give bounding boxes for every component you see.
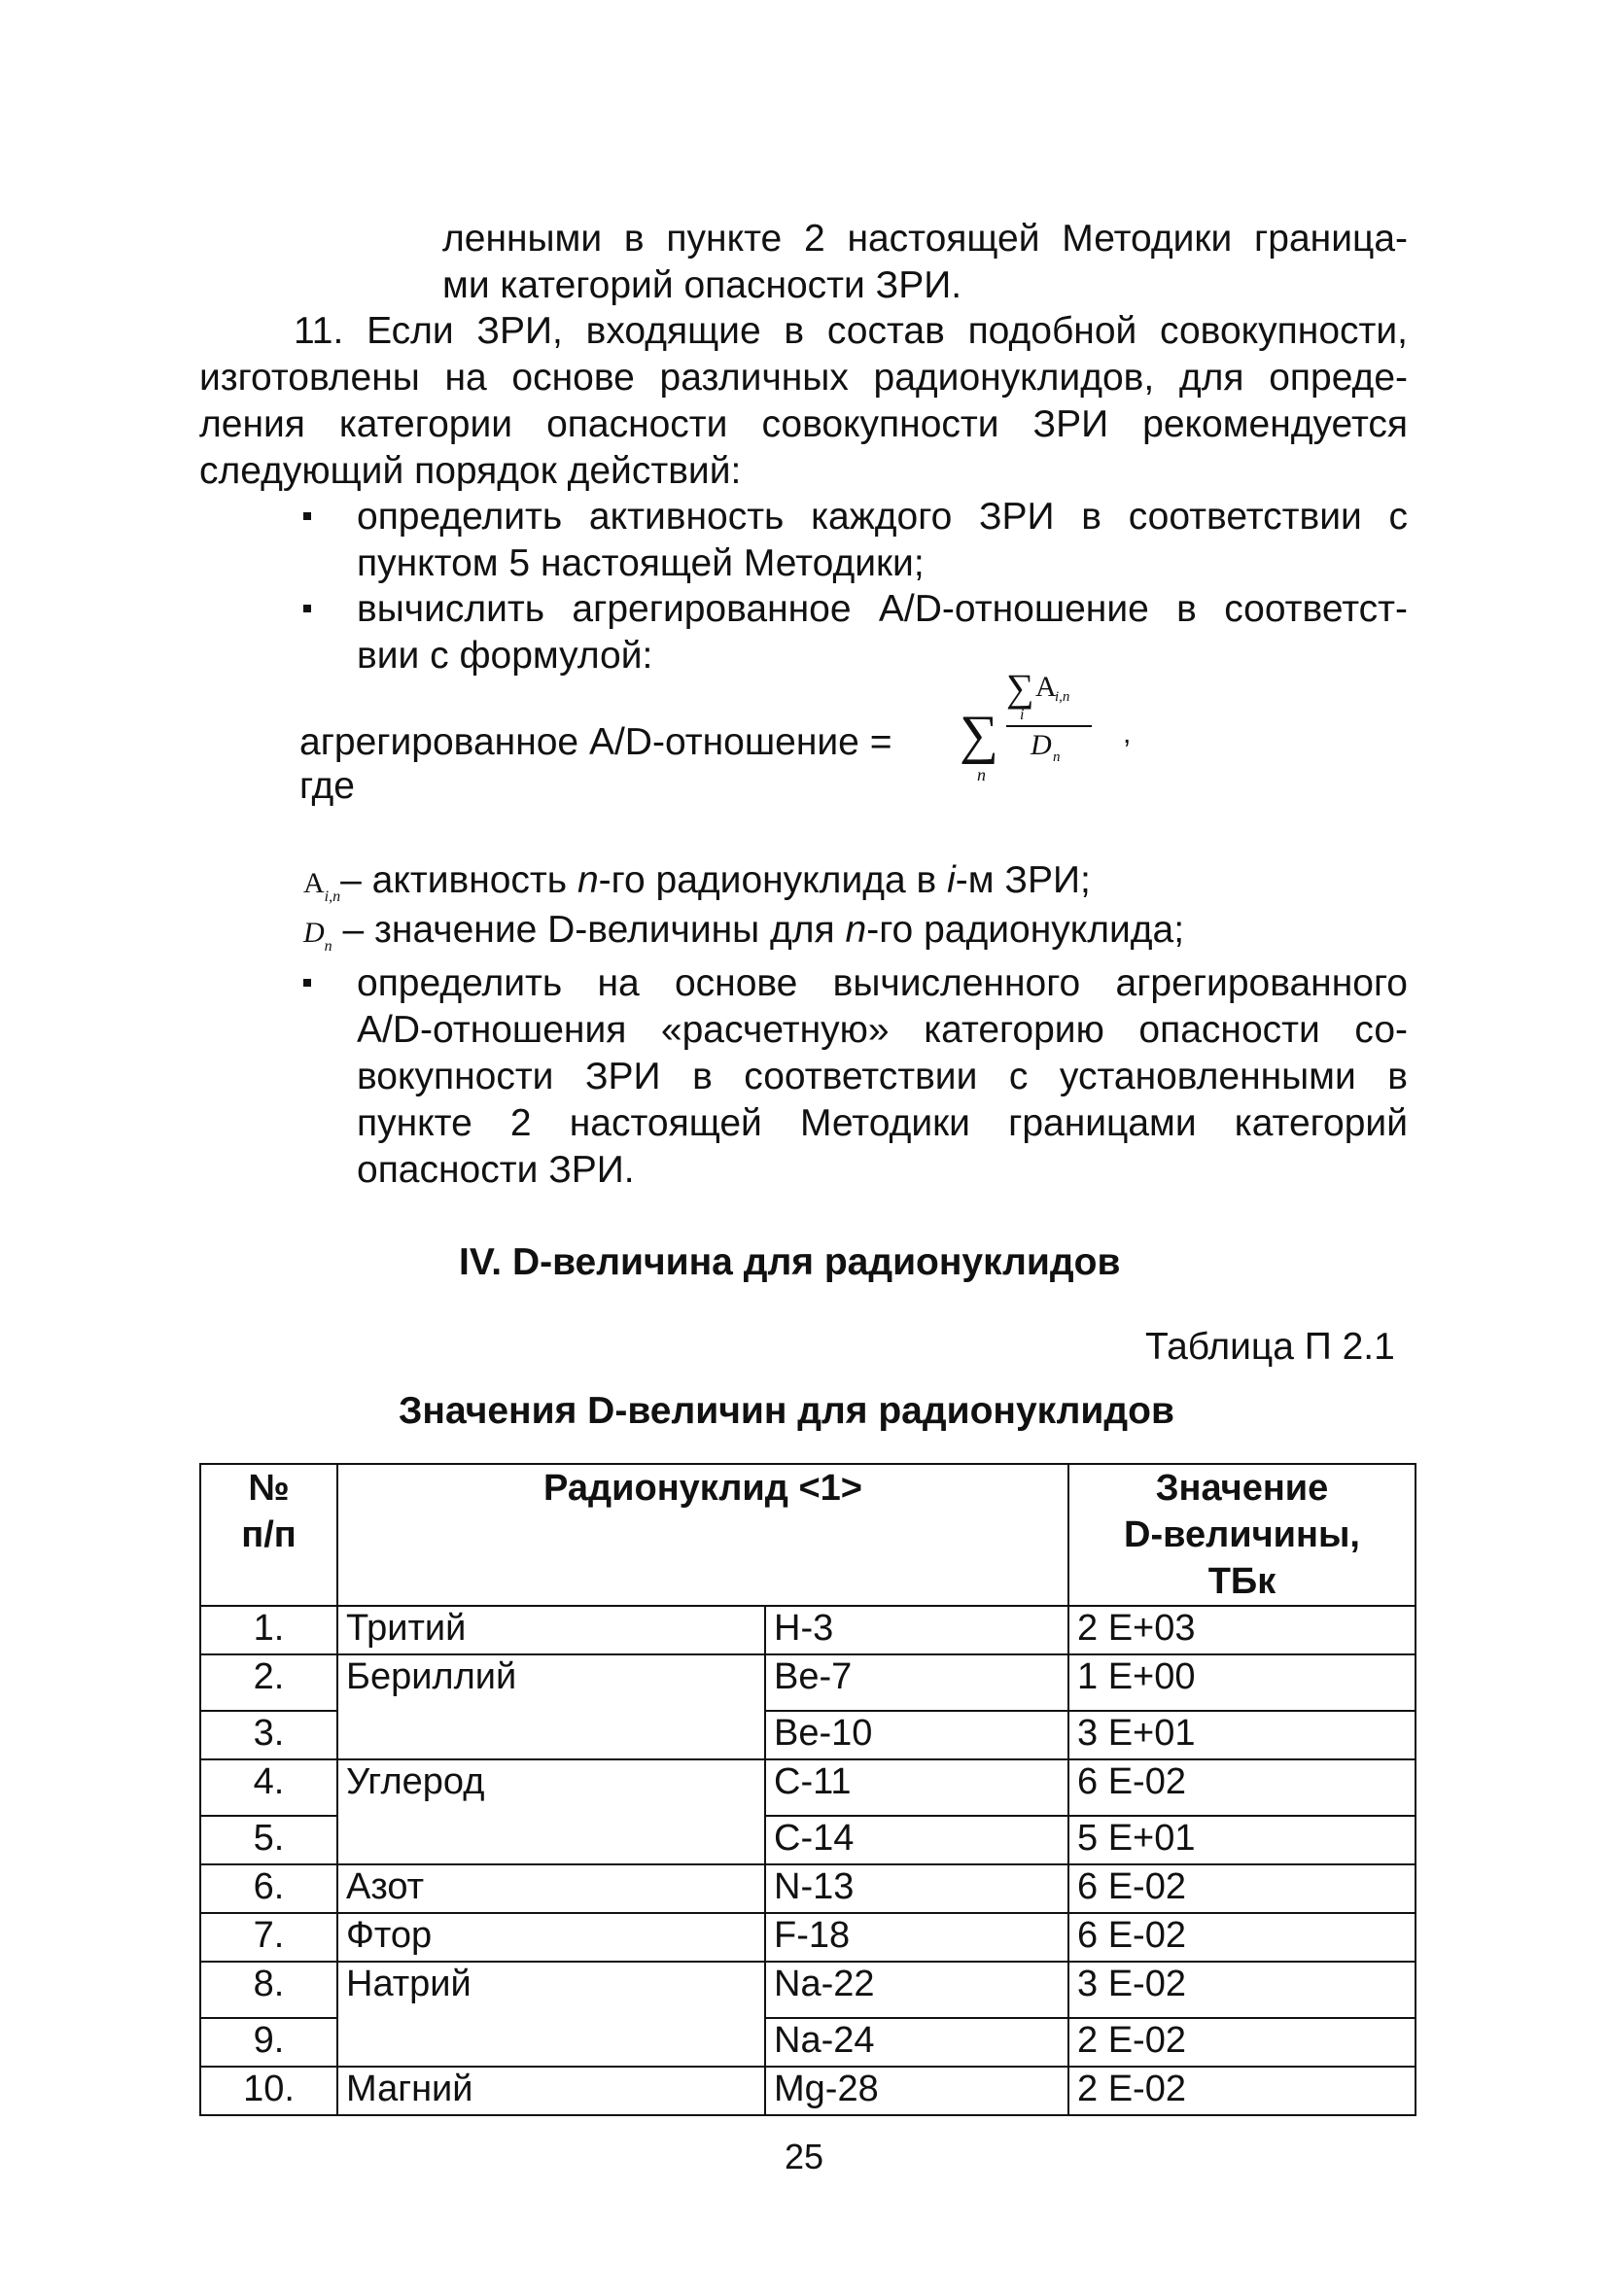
- table-row: [200, 1654, 1416, 1711]
- row-number: 4.: [200, 1759, 337, 1816]
- row-isotope: С-11: [765, 1759, 1068, 1816]
- page-number: 25: [784, 2137, 824, 2176]
- bullet-line: вокупности ЗРИ в соответствии с установленными в: [357, 1056, 1408, 1097]
- bullet-marker: [303, 979, 311, 987]
- definition-text: -го радионуклида в: [598, 859, 948, 901]
- denominator-variable: D: [1031, 729, 1052, 761]
- row-number: 1.: [200, 1606, 337, 1654]
- row-element: Углерод: [337, 1759, 765, 1864]
- row-number: 2.: [200, 1654, 337, 1711]
- section-title: IV. D-величина для радионуклидов: [459, 1241, 1121, 1283]
- header-text: №: [248, 1468, 290, 1509]
- paragraph-line: 11. Если ЗРИ, входящие в состав подобной совокупности,: [294, 310, 1408, 352]
- bullet-line: определить на основе вычисленного агрегированного: [357, 962, 1408, 1004]
- bullet-line: определить активность каждого ЗРИ в соответствии с: [357, 496, 1408, 538]
- row-isotope: Mg-28: [765, 2067, 1068, 2115]
- definition-text: -го радионуклида;: [866, 909, 1185, 951]
- header-text: Значение: [1155, 1468, 1329, 1509]
- formula-comma: ,: [1123, 717, 1132, 749]
- table-row: [200, 1864, 1416, 1913]
- row-element: Тритий: [337, 1606, 765, 1654]
- row-number: 8.: [200, 1962, 337, 2018]
- definition-symbol: D: [303, 917, 325, 949]
- row-value: 6 Е-02: [1068, 1864, 1416, 1913]
- bullet-line: опасности ЗРИ.: [357, 1149, 635, 1191]
- row-value: 2 Е-02: [1068, 2018, 1416, 2067]
- sum-outer-symbol: ∑: [960, 705, 998, 765]
- definition-symbol: A: [303, 867, 325, 899]
- table-row: [200, 1913, 1416, 1962]
- bullet-marker: [303, 605, 311, 612]
- paragraph-line: следующий порядок действий:: [199, 450, 742, 492]
- bullet-line: вычислить агрегированное А/D-отношение в соответст-: [357, 588, 1408, 630]
- row-element: Бериллий: [337, 1654, 765, 1759]
- definition-text: – активность: [340, 859, 577, 901]
- sum-inner-symbol: ∑: [1006, 666, 1034, 710]
- table-row: [200, 1962, 1416, 2018]
- row-value: 2 Е+03: [1068, 1606, 1416, 1654]
- header-text: Радионуклид <1>: [543, 1468, 862, 1509]
- table-row: [200, 1606, 1416, 1654]
- row-element: Натрий: [337, 1962, 765, 2067]
- numerator-subscript: i,n: [1055, 689, 1070, 705]
- row-isotope: Na-22: [765, 1962, 1068, 2018]
- bullet-line: пункте 2 настоящей Методики границами категорий: [357, 1102, 1408, 1144]
- d-values-table: [199, 1463, 1416, 2116]
- table-header-row: [200, 1464, 1416, 1606]
- header-nuclide: [337, 1464, 1068, 1606]
- row-value: 6 Е-02: [1068, 1913, 1416, 1962]
- paragraph-line: ленными в пункте 2 настоящей Методики граница-: [442, 218, 1408, 260]
- table-label: Таблица П 2.1: [1145, 1326, 1395, 1368]
- paragraph-line: ления категории опасности совокупности ЗРИ рекомендуется: [199, 403, 1408, 445]
- definition-variable: i: [947, 859, 956, 901]
- row-isotope: H-3: [765, 1606, 1068, 1654]
- denominator-subscript: n: [1053, 749, 1061, 765]
- sum-inner-index: i: [1020, 707, 1025, 723]
- row-element: Магний: [337, 2067, 765, 2115]
- row-value: 1 Е+00: [1068, 1654, 1416, 1711]
- fraction-bar: [1006, 725, 1092, 727]
- row-value: 2 Е-02: [1068, 2067, 1416, 2115]
- table-title: Значения D-величин для радионуклидов: [399, 1390, 1174, 1432]
- row-isotope: Na-24: [765, 2018, 1068, 2067]
- row-number: 3.: [200, 1711, 337, 1759]
- bullet-marker: [303, 512, 311, 520]
- row-element: Фтор: [337, 1913, 765, 1962]
- definition-variable: n: [577, 859, 599, 901]
- row-number: 6.: [200, 1864, 337, 1913]
- definition-subscript: i,n: [324, 887, 341, 905]
- row-isotope: F-18: [765, 1913, 1068, 1962]
- header-value: [1068, 1464, 1416, 1606]
- bullet-line: пунктом 5 настоящей Методики;: [357, 542, 925, 584]
- definition-variable: n: [845, 909, 867, 951]
- row-element: Азот: [337, 1864, 765, 1913]
- header-text: D-величины,: [1124, 1514, 1360, 1555]
- row-isotope: Be-10: [765, 1711, 1068, 1759]
- header-text: ТБк: [1207, 1561, 1276, 1602]
- table-row: [200, 1759, 1416, 1816]
- formula-fraction: [948, 661, 1142, 787]
- row-isotope: Be-7: [765, 1654, 1068, 1711]
- definition-subscript: n: [324, 937, 332, 955]
- bullet-line: А/D-отношения «расчетную» категорию опасности со-: [357, 1009, 1408, 1051]
- row-value: 6 Е-02: [1068, 1759, 1416, 1816]
- header-number: [200, 1464, 337, 1606]
- row-number: 7.: [200, 1913, 337, 1962]
- paragraph-line: ми категорий опасности ЗРИ.: [442, 264, 962, 306]
- numerator-variable: A: [1035, 671, 1057, 703]
- row-number: 5.: [200, 1816, 337, 1864]
- table-row: [200, 2067, 1416, 2115]
- definition-text: – значение D-величины для: [332, 909, 846, 951]
- formula-where: где: [299, 765, 355, 807]
- sum-outer-index: n: [977, 765, 986, 784]
- header-text: п/п: [241, 1514, 297, 1555]
- formula-label: агрегированное А/D-отношение =: [299, 721, 892, 763]
- row-isotope: С-14: [765, 1816, 1068, 1864]
- row-value: 3 Е+01: [1068, 1711, 1416, 1759]
- row-isotope: N-13: [765, 1864, 1068, 1913]
- row-number: 9.: [200, 2018, 337, 2067]
- paragraph-line: изготовлены на основе различных радионуклидов, для опреде-: [199, 357, 1408, 399]
- bullet-line: вии с формулой:: [357, 635, 653, 677]
- definition-text: -м ЗРИ;: [955, 859, 1091, 901]
- row-number: 10.: [200, 2067, 337, 2115]
- row-value: 3 Е-02: [1068, 1962, 1416, 2018]
- row-value: 5 Е+01: [1068, 1816, 1416, 1864]
